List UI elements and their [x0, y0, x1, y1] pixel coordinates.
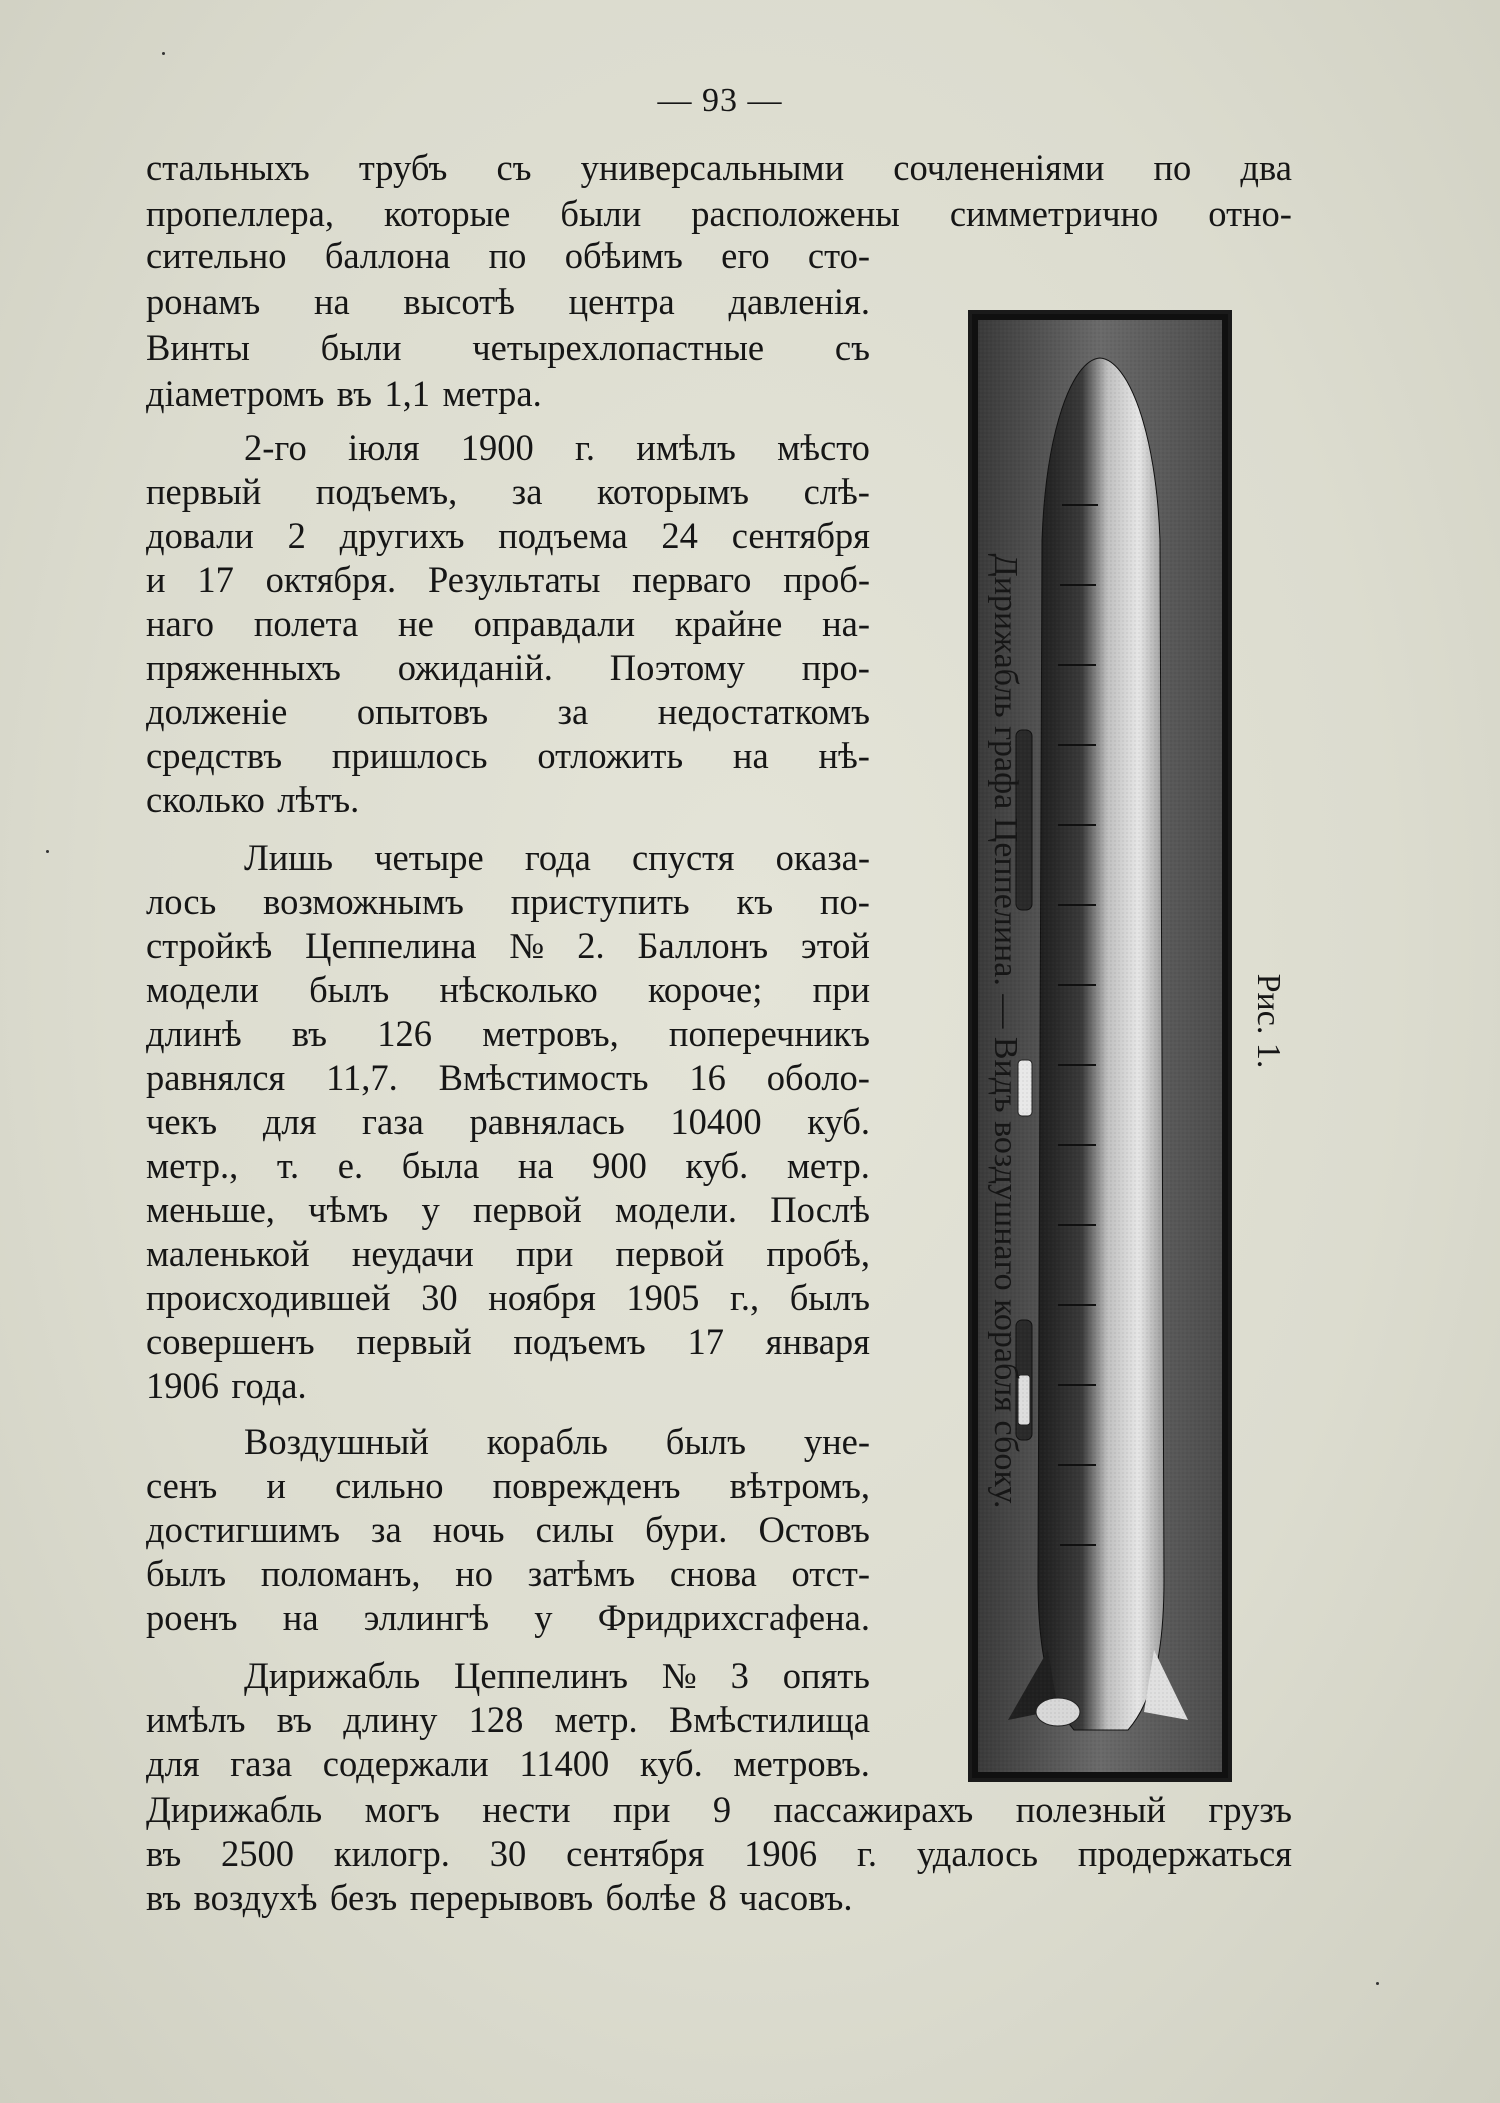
word: равнялся — [146, 1057, 286, 1098]
word: содержали — [322, 1743, 489, 1784]
word: подъема — [498, 515, 628, 556]
word: оказа- — [775, 837, 870, 878]
word: для — [262, 1101, 317, 1142]
word: высотѣ — [403, 281, 515, 322]
word: длину — [343, 1699, 438, 1740]
word: въ — [146, 1833, 182, 1874]
word: 17 — [197, 559, 234, 600]
word: нести — [482, 1789, 571, 1830]
word: средствъ — [146, 735, 283, 776]
word: Послѣ — [770, 1189, 870, 1230]
text-line — [146, 1698, 870, 1742]
word: былъ — [146, 1553, 227, 1594]
word: ночь — [432, 1509, 505, 1550]
word: по — [488, 235, 527, 276]
text-line — [146, 880, 870, 924]
word: довали — [146, 515, 254, 556]
word: діаметромъ — [146, 373, 325, 414]
word: Дирижабль — [244, 1655, 421, 1696]
paper-speck — [46, 850, 49, 853]
word: 1905 — [626, 1277, 700, 1318]
word: метровъ. — [733, 1743, 870, 1784]
text-line — [146, 1012, 870, 1056]
word: которымъ — [596, 471, 750, 512]
word: сто- — [807, 235, 870, 276]
word: 11,7. — [326, 1057, 398, 1098]
word: нѣсколько — [439, 969, 598, 1010]
word: къ — [736, 881, 774, 922]
word: другихъ — [339, 515, 465, 556]
word: сенъ — [146, 1465, 218, 1506]
word: симметрично — [949, 193, 1159, 234]
word: первый — [356, 1321, 472, 1362]
word: октября. — [265, 559, 397, 600]
word: 1900 — [460, 427, 534, 468]
word: сильно — [335, 1465, 444, 1506]
word: отложить — [537, 735, 684, 776]
word: въ — [291, 1013, 328, 1054]
word: 1906 — [744, 1833, 818, 1874]
word: два — [1240, 147, 1292, 188]
word: сочлененіями — [893, 147, 1105, 188]
word: полета — [253, 603, 359, 644]
word: Баллонъ — [637, 925, 769, 966]
word: 2500 — [221, 1833, 295, 1874]
word: четыре — [374, 837, 484, 878]
word: куб. — [640, 1743, 703, 1784]
word: Фридрихсгафена. — [597, 1597, 870, 1638]
word: сительно — [146, 235, 287, 276]
word: Результаты — [427, 559, 601, 600]
word: отно- — [1208, 193, 1292, 234]
figure-caption: Дирижабль графа Цеппелина. — Видъ воздушнаго корабля сбоку. — [987, 553, 1024, 1509]
word: за — [557, 691, 589, 732]
text-line — [146, 146, 1292, 190]
text-line — [146, 1508, 870, 1552]
page-number: — 93 — — [657, 82, 783, 119]
word: была — [401, 1145, 480, 1186]
word: которые — [384, 193, 511, 234]
word: при — [812, 969, 870, 1010]
word: эллингѣ — [363, 1597, 490, 1638]
word: по — [1153, 147, 1192, 188]
word: ронамъ — [146, 281, 261, 322]
word: е. — [337, 1145, 364, 1186]
word: на- — [822, 603, 870, 644]
word: возможнымъ — [263, 881, 464, 922]
word: опять — [782, 1655, 870, 1696]
word: отст- — [791, 1553, 870, 1594]
text-line — [146, 514, 870, 558]
paper-speck — [1376, 1982, 1379, 1985]
word: Лишь — [244, 837, 334, 878]
word: перерывовъ — [409, 1877, 594, 1918]
text-line — [146, 1832, 1292, 1876]
word: и — [266, 1465, 286, 1506]
figure-label: Рис. 1. — [1250, 973, 1287, 1069]
word: достигшимъ — [146, 1509, 340, 1550]
word: метр. — [786, 1145, 870, 1186]
word: у — [534, 1597, 553, 1638]
word: 2 — [287, 515, 306, 556]
word: опытовъ — [356, 691, 489, 732]
word: нѣ- — [818, 735, 870, 776]
word: года — [524, 837, 591, 878]
word: 3 — [730, 1655, 749, 1696]
word: подъемъ — [513, 1321, 646, 1362]
word: 24 — [661, 515, 698, 556]
word: въ — [336, 373, 372, 414]
word: 16 — [689, 1057, 726, 1098]
word: пропеллера, — [146, 193, 334, 234]
word: для — [146, 1743, 200, 1784]
text-line — [146, 1232, 870, 1276]
word: удалось — [916, 1833, 1039, 1874]
text-line — [146, 1364, 366, 1408]
paper-speck — [162, 52, 165, 55]
word: газа — [230, 1743, 293, 1784]
text-line — [146, 1788, 1292, 1832]
word: корабль — [486, 1421, 608, 1462]
word: былъ — [665, 1421, 746, 1462]
word: на — [517, 1145, 554, 1186]
word: имѣлъ — [146, 1699, 246, 1740]
word: его — [721, 235, 770, 276]
word: Вмѣстилища — [668, 1699, 870, 1740]
word: съ — [834, 327, 870, 368]
text-line — [244, 836, 870, 880]
word: первый — [146, 471, 262, 512]
word: силы — [535, 1509, 615, 1550]
word: чѣмъ — [308, 1189, 389, 1230]
word: имѣлъ — [636, 427, 736, 468]
text-line — [146, 372, 626, 416]
word: были — [320, 327, 402, 368]
word: универсальными — [580, 147, 845, 188]
word: Остовъ — [758, 1509, 870, 1550]
word: іюля — [347, 427, 420, 468]
word: оболо- — [766, 1057, 870, 1098]
word: полезный — [1015, 1789, 1166, 1830]
word: первой — [615, 1233, 725, 1274]
word: килогр. — [333, 1833, 450, 1874]
word: меньше, — [146, 1189, 275, 1230]
word: центра — [568, 281, 675, 322]
word: давленія. — [728, 281, 870, 322]
word: 126 — [377, 1013, 432, 1054]
word: пробѣ, — [766, 1233, 870, 1274]
text-line — [244, 426, 870, 470]
word: 900 — [592, 1145, 647, 1186]
word: спустя — [632, 837, 735, 878]
word: недостаткомъ — [657, 691, 870, 732]
word: г., — [730, 1277, 760, 1318]
word: болѣе — [605, 1877, 697, 1918]
word: по- — [820, 881, 870, 922]
word: № — [661, 1655, 697, 1696]
word: 10400 — [670, 1101, 762, 1142]
word: Цеппелина — [305, 925, 477, 966]
word: стройкѣ — [146, 925, 273, 966]
word: № — [509, 925, 545, 966]
text-line — [146, 326, 870, 370]
word: модели — [146, 969, 259, 1010]
word: оправдали — [473, 603, 635, 644]
word: совершенъ — [146, 1321, 315, 1362]
word: года. — [231, 1365, 307, 1406]
word: баллона — [324, 235, 451, 276]
word: пряженныхъ — [146, 647, 341, 688]
word: приступить — [510, 881, 690, 922]
word: Винты — [146, 327, 250, 368]
word: поперечникъ — [668, 1013, 870, 1054]
word: мѣсто — [777, 427, 870, 468]
text-line — [146, 778, 446, 822]
word: слѣ- — [803, 471, 870, 512]
word: т. — [276, 1145, 300, 1186]
text-line — [146, 1464, 870, 1508]
word: поломанъ, — [260, 1553, 421, 1594]
text-line — [146, 1276, 870, 1320]
word: неудачи — [351, 1233, 474, 1274]
word: сколько — [146, 779, 265, 820]
word: первой — [473, 1189, 582, 1230]
text-line — [146, 558, 870, 602]
word: ожиданій. — [397, 647, 553, 688]
text-line — [146, 192, 1292, 236]
word: метра. — [442, 373, 542, 414]
word: вѣтромъ, — [729, 1465, 870, 1506]
word: 17 — [687, 1321, 724, 1362]
word: пришлось — [331, 735, 488, 776]
word: и — [146, 559, 166, 600]
word: метровъ, — [482, 1013, 619, 1054]
word: метр., — [146, 1145, 239, 1186]
word: 8 — [708, 1877, 727, 1918]
text-line — [146, 968, 870, 1012]
word: происходившей — [146, 1277, 391, 1318]
word: 2. — [577, 925, 605, 966]
word: не — [398, 603, 434, 644]
word: равнялась — [469, 1101, 625, 1142]
text-line — [146, 646, 870, 690]
word: перваго — [632, 559, 752, 600]
word: 30 — [421, 1277, 458, 1318]
word: снова — [669, 1553, 757, 1594]
word: г. — [575, 427, 596, 468]
word: куб. — [685, 1145, 749, 1186]
word: часовъ. — [739, 1877, 853, 1918]
text-line — [146, 1188, 870, 1232]
text-line — [146, 690, 870, 734]
word: 1906 — [146, 1365, 219, 1406]
text-line — [244, 1420, 870, 1464]
word: роенъ — [146, 1597, 238, 1638]
word: проб- — [783, 559, 870, 600]
word: 2-го — [244, 427, 307, 468]
word: Дирижабль — [146, 1789, 323, 1830]
word: 1,1 — [384, 373, 431, 414]
word: у — [421, 1189, 440, 1230]
word: въ — [146, 1877, 182, 1918]
word: воздухѣ — [193, 1877, 318, 1918]
word: былъ — [789, 1277, 870, 1318]
text-line — [146, 1742, 870, 1786]
word: 9 — [712, 1789, 732, 1830]
word: на — [732, 735, 769, 776]
word: пассажирахъ — [773, 1789, 974, 1830]
text-line — [146, 1144, 870, 1188]
word: продержаться — [1077, 1833, 1292, 1874]
word: маленькой — [146, 1233, 310, 1274]
text-line — [146, 1100, 870, 1144]
word: газа — [362, 1101, 424, 1142]
word: метр. — [554, 1699, 638, 1740]
word: крайне — [674, 603, 783, 644]
word: бури. — [645, 1509, 728, 1550]
text-line — [146, 734, 870, 778]
word: модели. — [615, 1189, 737, 1230]
word: 11400 — [519, 1743, 610, 1784]
word: былъ — [309, 969, 390, 1010]
text-line — [146, 234, 870, 278]
word: обѣимъ — [564, 235, 683, 276]
word: на — [313, 281, 350, 322]
text-line — [146, 924, 870, 968]
text-line — [146, 1552, 870, 1596]
word: про- — [801, 647, 870, 688]
word: г. — [857, 1833, 877, 1874]
word: поврежденъ — [492, 1465, 681, 1506]
word: на — [282, 1597, 319, 1638]
word: Воздушный — [244, 1421, 429, 1462]
text-line — [146, 1876, 1046, 1920]
word: расположены — [691, 193, 900, 234]
word: января — [765, 1321, 870, 1362]
word: лось — [146, 881, 217, 922]
text-line — [146, 602, 870, 646]
word: при — [613, 1789, 671, 1830]
word: сентября — [731, 515, 870, 556]
word: куб. — [807, 1101, 870, 1142]
word: короче; — [648, 969, 763, 1010]
word: стальныхъ — [146, 147, 310, 188]
word: при — [515, 1233, 574, 1274]
text-line — [146, 470, 870, 514]
word: 30 — [489, 1833, 527, 1874]
word: но — [455, 1553, 494, 1594]
word: долженіе — [146, 691, 288, 732]
text-line — [244, 1654, 870, 1698]
word: трубъ — [358, 147, 448, 188]
word: въ — [276, 1699, 312, 1740]
word: лѣтъ. — [277, 779, 360, 820]
word: за — [511, 471, 543, 512]
word: Вмѣстимость — [438, 1057, 649, 1098]
word: грузъ — [1208, 1789, 1292, 1830]
word: четырехлопастные — [472, 327, 765, 368]
word: 128 — [468, 1699, 524, 1740]
word: Цеппелинъ — [454, 1655, 629, 1696]
word: были — [560, 193, 642, 234]
word: чекъ — [146, 1101, 218, 1142]
word: сентября — [566, 1833, 705, 1874]
word: наго — [146, 603, 215, 644]
text-line — [146, 280, 870, 324]
text-line — [146, 1320, 870, 1364]
word: длинѣ — [146, 1013, 242, 1054]
word: Поэтому — [609, 647, 745, 688]
word: этой — [801, 925, 870, 966]
word: подъемъ, — [315, 471, 458, 512]
word: съ — [496, 147, 532, 188]
text-line — [146, 1056, 870, 1100]
word: за — [371, 1509, 402, 1550]
word: могъ — [364, 1789, 440, 1830]
word: безъ — [329, 1877, 398, 1918]
text-line — [146, 1596, 870, 1640]
word: уне- — [803, 1421, 870, 1462]
word: ноября — [488, 1277, 596, 1318]
word: затѣмъ — [527, 1553, 636, 1594]
